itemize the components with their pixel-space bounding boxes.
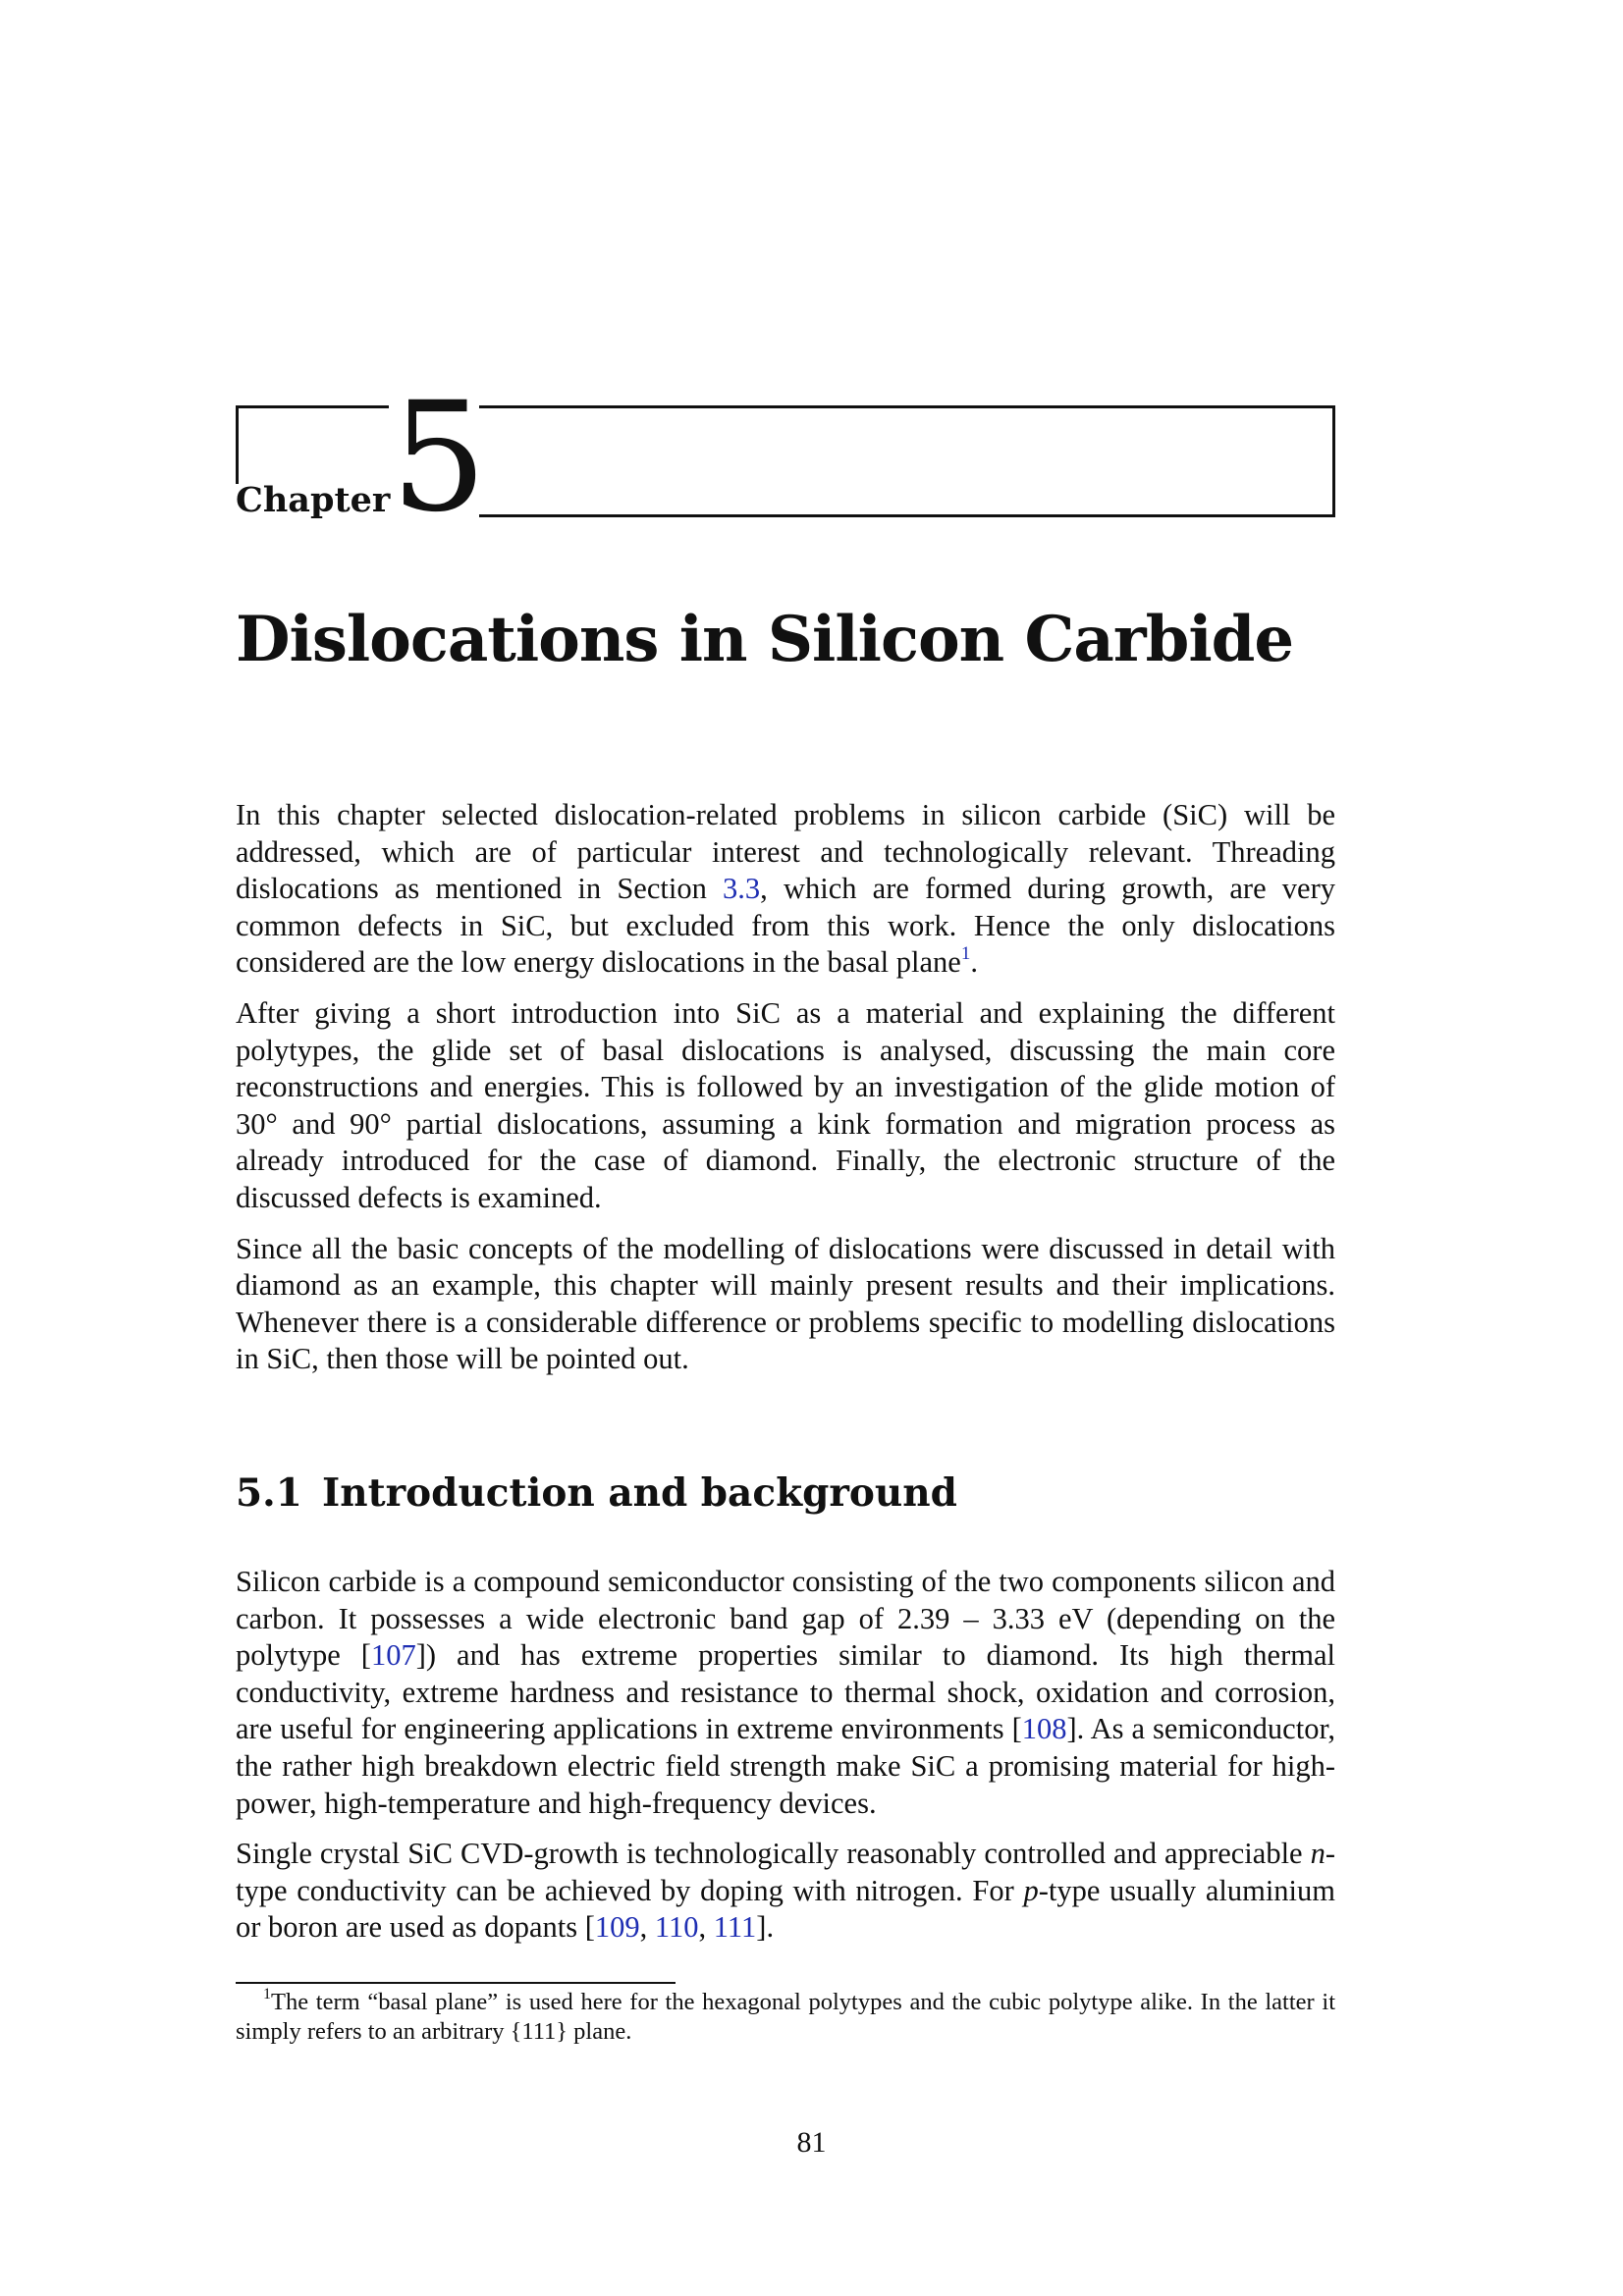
intro-paragraph-3: Since all the basic concepts of the modelling of dislocations were discussed in detail with diamond as an example, this chapter will mainly present results and their implications. Whenever there is a considerable difference or problems specific to modelling dislocations in SiC, then those will be pointed out. <box>236 1231 1335 1376</box>
citation-link[interactable]: 111 <box>713 1910 757 1945</box>
frame-top-left-rule <box>236 405 389 408</box>
frame-left-rule <box>236 405 239 484</box>
citation-link[interactable]: 110 <box>654 1910 699 1945</box>
section-paragraph-1: Silicon carbide is a compound semiconductor consisting of the two components silicon and carbon. It possesses a wide electronic band gap of 2.39 – 3.33 eV (depending on the polytype [107]) and has extreme properties similar to diamond. Its high thermal conductivity, extreme hardness and resistance to thermal shock, oxidation and corrosion, are useful for engineering applications in extreme environments [108]. As a semiconductor, the rather high breakdown electric field strength make SiC a promising material for high-power, high-temperature and high-frequency devices. <box>236 1565 1335 1820</box>
frame-top-right-rule <box>479 405 1335 408</box>
intro-paragraph-1: In this chapter selected dislocation-related problems in silicon carbide (SiC) will be addressed, which are of particular interest and technologically relevant. Threading dislocations as mentioned in Section 3.3, which are formed during growth, are very common defects in SiC, but excluded from this work. Hence the only dislocations considered are the low energy dislocations in the basal plane$^1$. <box>236 798 1336 980</box>
frame-bottom-rule <box>479 514 1335 517</box>
section-number: 5.1 <box>236 1470 302 1516</box>
chapter-label: Chapter <box>236 480 391 520</box>
section-text <box>236 1564 1335 1947</box>
footnote-text: The term “basal plane” is used here for the hexagonal polytypes and the cubic polytype alike. In the latter it simply refers to an arbitrary {111} plane. <box>236 1989 1335 2045</box>
intro-text <box>236 797 1335 1378</box>
citation-link[interactable]: 108 <box>1021 1712 1067 1746</box>
chapter-number: 5 <box>391 370 487 546</box>
section-paragraph-2: Single crystal SiC CVD-growth is technologically reasonably controlled and appreciable n-type conductivity can be achieved by doping with nitrogen. For p-type usually aluminium or boron are used as dopants [109, 110, 111]. <box>236 1837 1335 1945</box>
footnote-mark-link[interactable]: 1 <box>960 943 971 965</box>
footnote-mark: 1 <box>263 1986 271 2002</box>
section-heading <box>236 1470 957 1516</box>
chapter-title: Dislocations in Silicon Carbide <box>236 603 1294 676</box>
citation-link[interactable]: 107 <box>370 1638 416 1673</box>
section-title: Introduction and background <box>322 1470 957 1516</box>
footnote <box>236 1988 1335 2047</box>
footnote-rule <box>236 1982 676 1984</box>
frame-right-rule <box>1332 405 1335 517</box>
page-number: 81 <box>796 2126 827 2159</box>
intro-paragraph-2: After giving a short introduction into SiC as a material and explaining the different polytypes, the glide set of basal dislocations is analysed, discussing the main core reconstructions and energies. This is followed by an investigation of the glide motion of 30° and 90° partial dislocations, assuming a kink formation and migration process as already introduced for the case of diamond. Finally, the electronic structure of the discussed defects is examined. <box>236 995 1335 1214</box>
citation-link[interactable]: 109 <box>594 1910 640 1945</box>
section-ref-link[interactable]: 3.3 <box>723 872 761 906</box>
